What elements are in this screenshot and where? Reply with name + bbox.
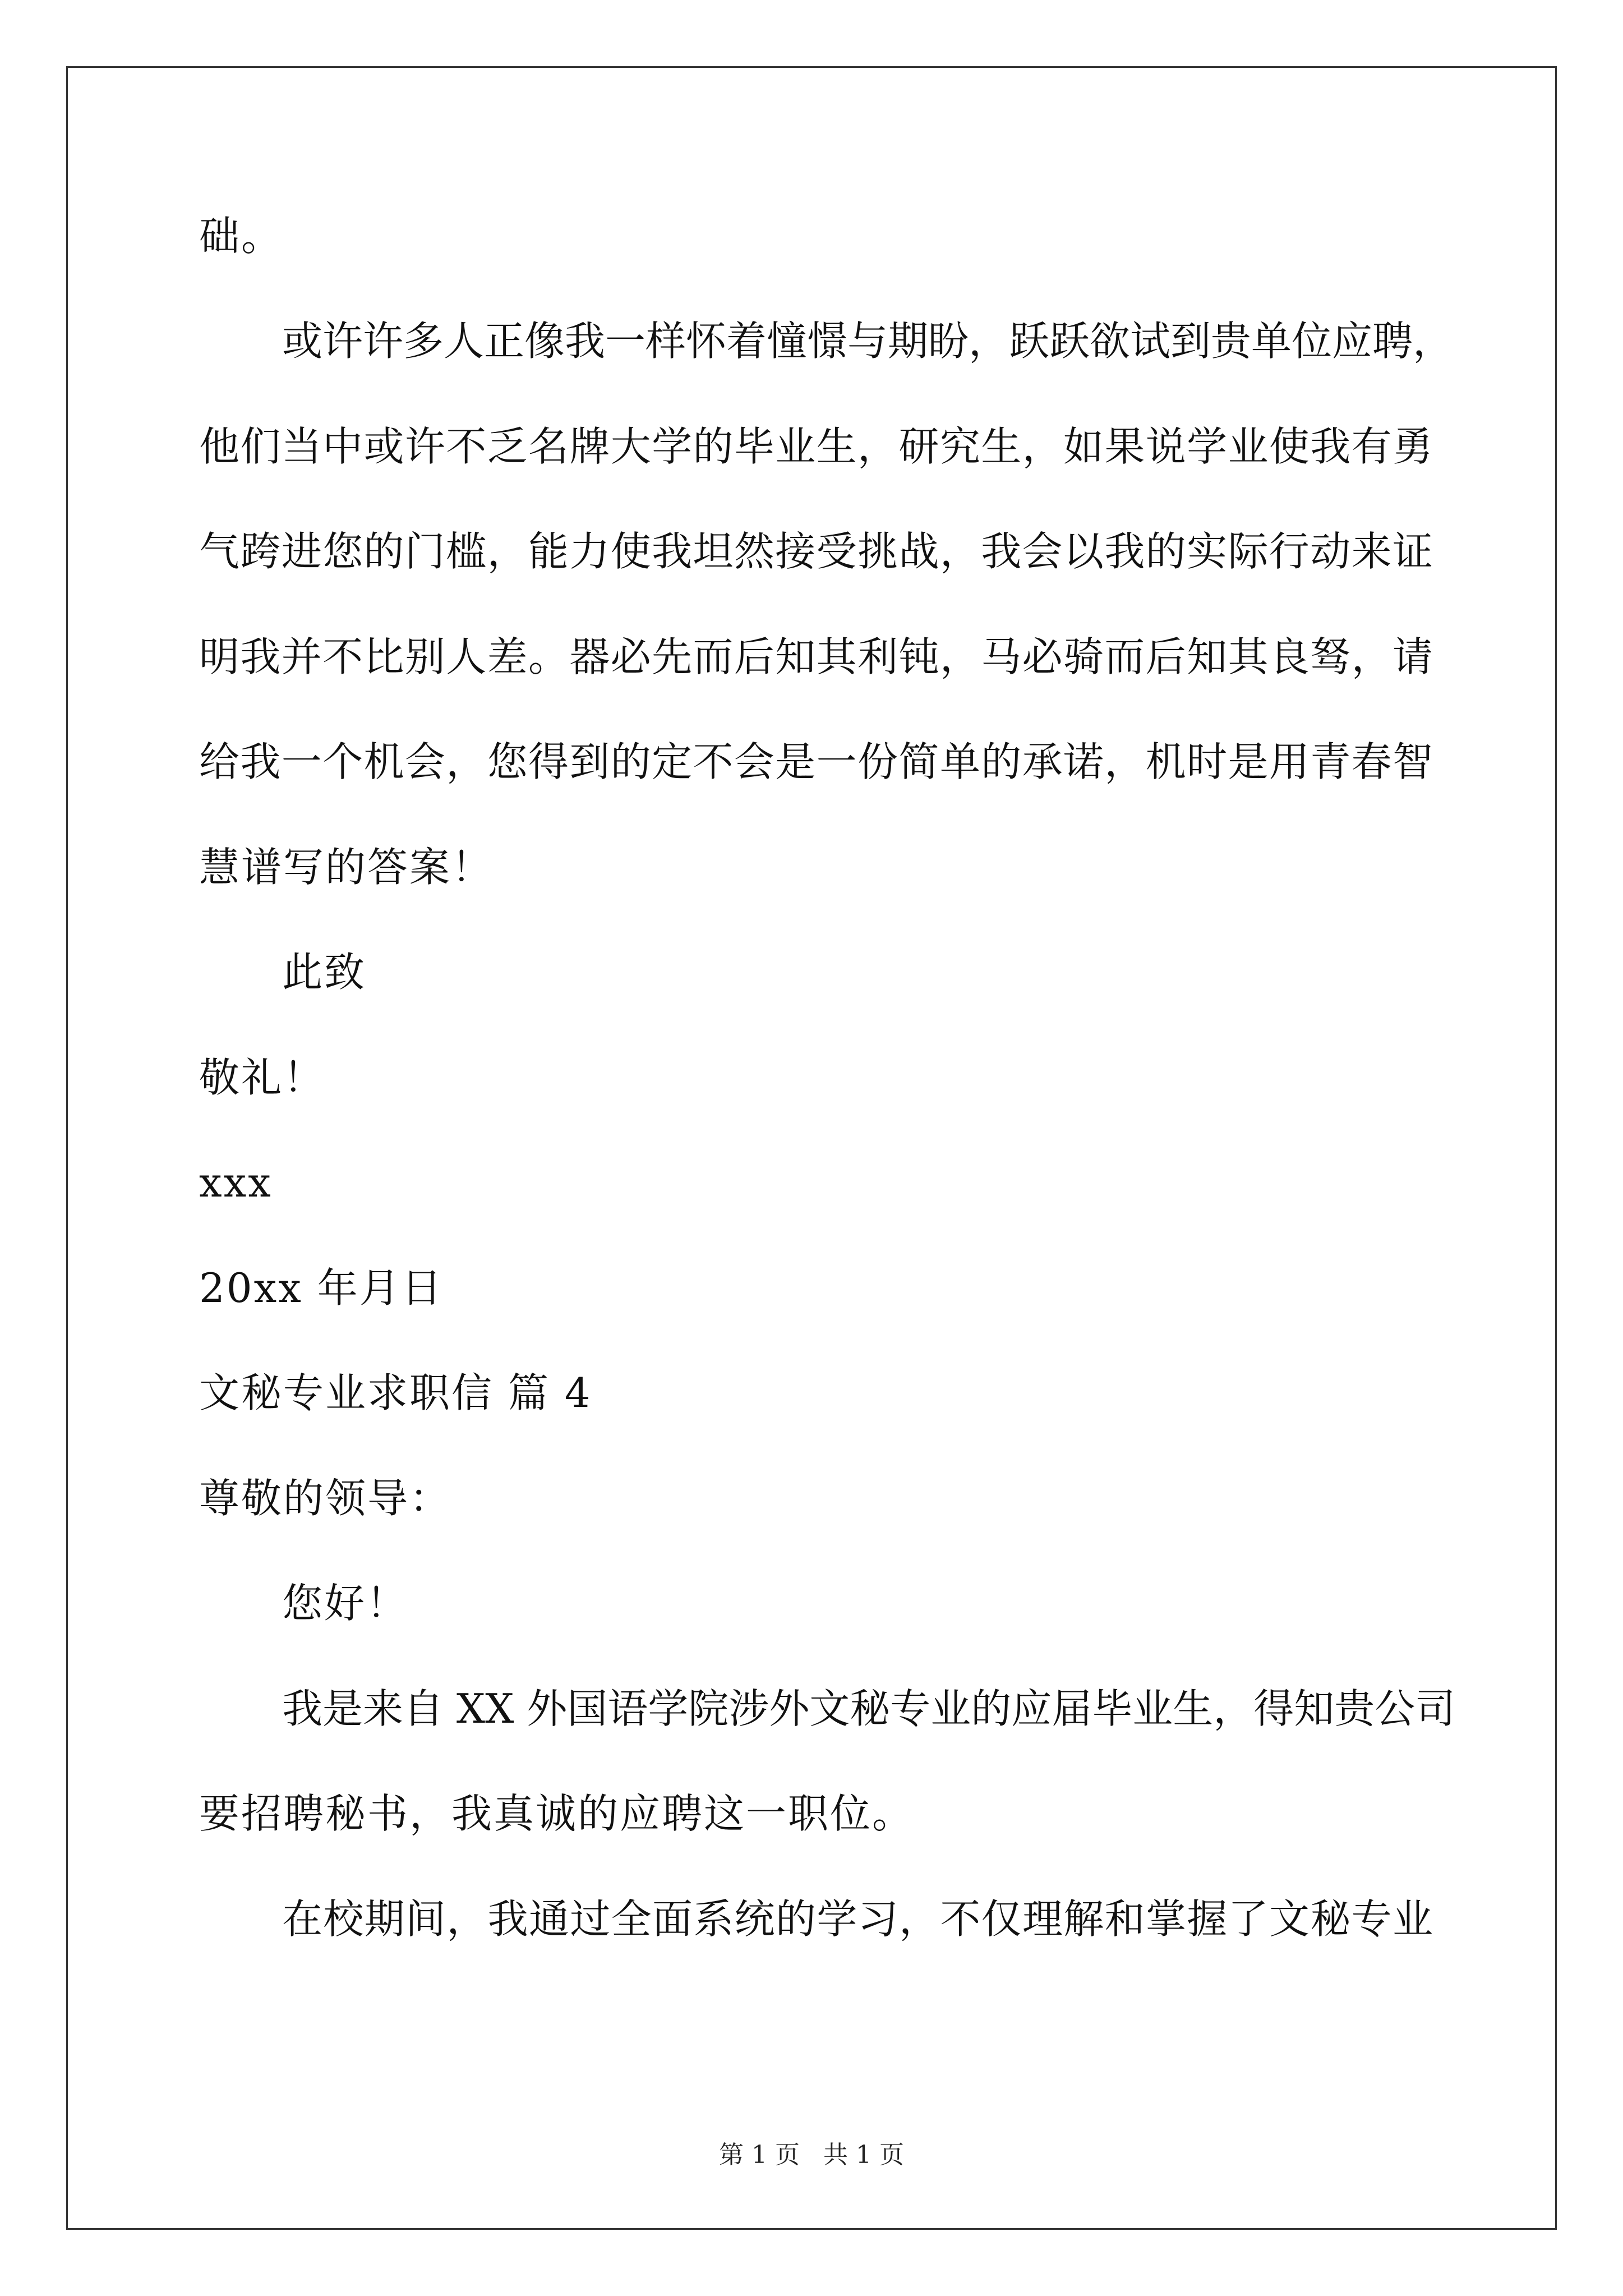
signature-name: xxx [199, 1159, 273, 1206]
closing-regards: 敬礼！ [199, 1054, 326, 1101]
signature-date: 20xx 年月日 [199, 1264, 444, 1312]
text-line: 他们当中或许不乏名牌大学的毕业生，研究生，如果说学业使我有勇 [199, 423, 1433, 470]
text-line: 给我一个机会，您得到的定不会是一份简单的承诺，机时是用青春智 [199, 738, 1433, 785]
text-line: 要招聘秘书，我真诚的应聘这一职位。 [199, 1790, 915, 1837]
paragraph-start: 在校期间，我通过全面系统的学习，不仅理解和掌握了文秘专业 [282, 1895, 1433, 1943]
greeting: 尊敬的领导： [199, 1475, 452, 1522]
paragraph-start: 我是来自 XX 外国语学院涉外文秘专业的应届毕业生，得知贵公司 [282, 1685, 1456, 1732]
text-line: 气跨进您的门槛，能力使我坦然接受挑战，我会以我的实际行动来证 [199, 528, 1433, 575]
greeting-hello: 您好！ [282, 1580, 409, 1627]
section-heading: 文秘专业求职信 篇 4 [199, 1369, 592, 1416]
paragraph-start: 或许许多人正像我一样怀着憧憬与期盼，跃跃欲试到贵单位应聘， [282, 318, 1454, 365]
page-footer: 第 1 页 共 1 页 [719, 2141, 904, 2169]
text-line: 明我并不比别人差。器必先而后知其利钝，马必骑而后知其良驽，请 [199, 633, 1433, 680]
closing-salutation: 此致 [282, 949, 367, 996]
text-line: 础。 [199, 213, 284, 260]
text-line: 慧谱写的答案！ [199, 844, 494, 891]
